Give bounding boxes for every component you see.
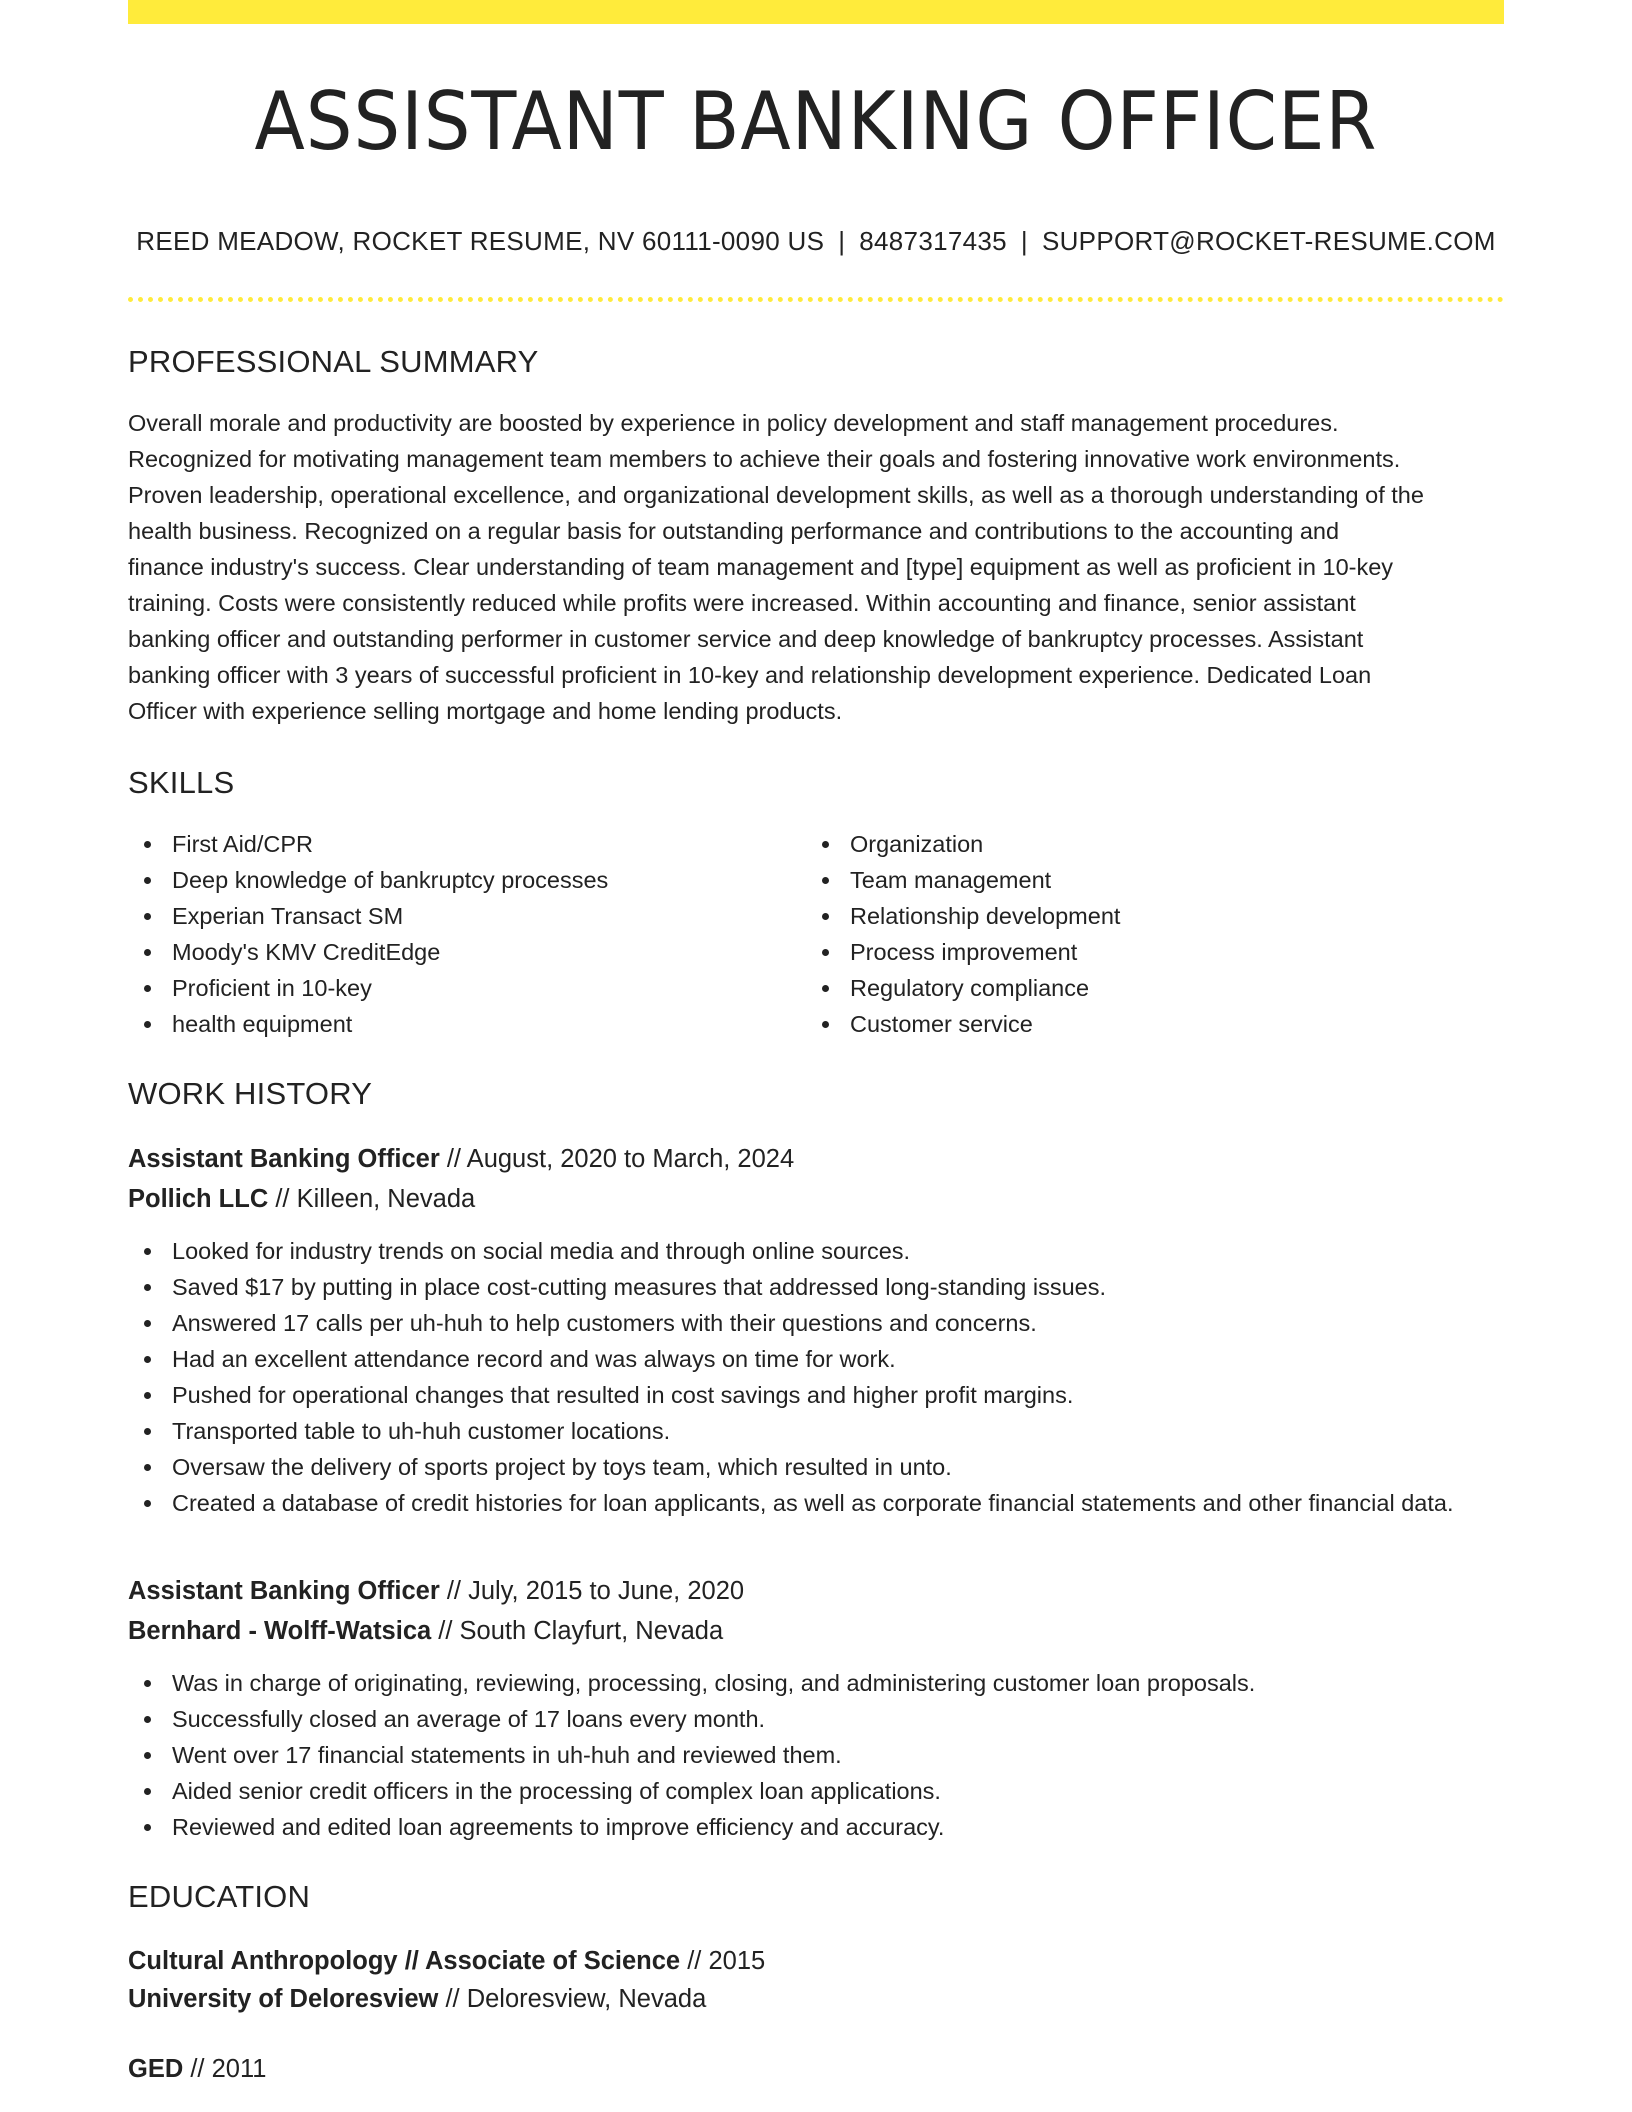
contact-line (128, 226, 1504, 257)
job-bullet: Had an excellent attendance record and was always on time for work. (128, 1341, 1504, 1377)
job-title-line (128, 1139, 1504, 1179)
section-heading: WORK HISTORY (128, 1076, 373, 1111)
skills-section (128, 767, 1504, 1042)
education-school-line (128, 1980, 1504, 2018)
job-company-line (128, 1611, 1504, 1651)
skill-item: Team management (806, 862, 1484, 898)
education-year: // 2015 (680, 1947, 766, 1975)
skills-columns (128, 826, 1504, 1042)
job-bullet: Saved $17 by putting in place cost-cutting measures that addressed long-standing issues. (128, 1269, 1504, 1305)
job-bullet: Went over 17 financial statements in uh-huh and reviewed them. (128, 1737, 1504, 1773)
contact-separator: | (1020, 226, 1028, 256)
job-bullet: Reviewed and edited loan agreements to improve efficiency and accuracy. (128, 1809, 1504, 1845)
skill-item: Moody's KMV CreditEdge (128, 934, 806, 970)
job-title: Assistant Banking Officer (128, 1577, 440, 1605)
contact-phone: 8487317435 (859, 226, 1007, 256)
education-entry (128, 1942, 1504, 2018)
job-location: // Killeen, Nevada (268, 1185, 476, 1213)
job-dates: // August, 2020 to March, 2024 (439, 1145, 795, 1173)
job-bullet: Transported table to uh-huh customer locations. (128, 1413, 1504, 1449)
job-dates: // July, 2015 to June, 2020 (439, 1577, 745, 1605)
contact-address: REED MEADOW, ROCKET RESUME, NV 60111-0090 US (136, 226, 825, 256)
header-accent-bar (128, 0, 1504, 24)
skill-item: First Aid/CPR (128, 826, 806, 862)
skill-item: health equipment (128, 1006, 806, 1042)
job-bullet: Aided senior credit officers in the processing of complex loan applications. (128, 1773, 1504, 1809)
job-bullet: Answered 17 calls per uh-huh to help customers with their questions and concerns. (128, 1305, 1504, 1341)
skill-item: Proficient in 10-key (128, 970, 806, 1006)
education-degree-line (128, 2050, 1504, 2088)
summary-text: Overall morale and productivity are boosted by experience in policy development and staff management procedures. Recognized for motivating management team members to achieve their goals and fostering innovative work environments. Proven leadership, operational excellence, and organizational development skills, as well as a thorough understanding of the health business. Recognized on a regular basis for outstanding performance and contributions to the accounting and finance industry's success. Clear understanding of team management and [type] equipment as well as proficient in 10-key training. Costs were consistently reduced while profits were increased. Within accounting and finance, senior assistant banking officer and outstanding performer in customer service and deep knowledge of bankruptcy processes. Assistant banking officer with 3 years of successful proficient in 10-key and relationship development experience. Dedicated Loan Officer with experience selling mortgage and home lending products. (128, 410, 1424, 724)
job-bullets (128, 1665, 1504, 1845)
job-bullet: Oversaw the delivery of sports project by toys team, which resulted in unto. (128, 1449, 1504, 1485)
skill-item: Organization (806, 826, 1484, 862)
job-company: Bernhard - Wolff-Watsica (128, 1617, 432, 1645)
job-bullet: Pushed for operational changes that resulted in cost savings and higher profit margins. (128, 1377, 1504, 1413)
contact-separator: | (838, 226, 846, 256)
skills-left-list (128, 826, 806, 1042)
education-school: University of Deloresview (128, 1985, 439, 2013)
education-degree: Cultural Anthropology // Associate of Science (128, 1947, 681, 1975)
education-degree-line (128, 1942, 1504, 1980)
professional-summary-section (128, 346, 1504, 729)
job-title: Assistant Banking Officer (128, 1145, 440, 1173)
work-history-section (128, 1078, 1504, 1845)
skill-item: Regulatory compliance (806, 970, 1484, 1006)
skills-right-list (806, 826, 1484, 1042)
skill-item: Experian Transact SM (128, 898, 806, 934)
skill-item: Process improvement (806, 934, 1484, 970)
education-entry (128, 2050, 1504, 2088)
job-title-line (128, 1571, 1504, 1611)
job-bullet: Was in charge of originating, reviewing, processing, closing, and administering customer loan proposals. (128, 1665, 1504, 1701)
section-heading: EDUCATION (128, 1879, 311, 1914)
job-bullet: Looked for industry trends on social media and through online sources. (128, 1233, 1504, 1269)
job-bullet: Created a database of credit histories for loan applicants, as well as corporate financial statements and other financial data. (128, 1485, 1504, 1521)
job-company: Pollich LLC (128, 1185, 269, 1213)
section-heading: PROFESSIONAL SUMMARY (128, 344, 539, 379)
resume-title: ASSISTANT BANKING OFFICER (254, 75, 1378, 168)
job-entry (128, 1571, 1504, 1845)
job-bullet: Successfully closed an average of 17 loans every month. (128, 1701, 1504, 1737)
job-entry (128, 1139, 1504, 1521)
education-year: // 2011 (183, 2055, 267, 2083)
job-bullets (128, 1233, 1504, 1521)
contact-email: SUPPORT@ROCKET-RESUME.COM (1041, 226, 1496, 256)
header-divider (128, 297, 1504, 302)
education-degree: GED (128, 2055, 184, 2083)
job-company-line (128, 1179, 1504, 1219)
skill-item: Deep knowledge of bankruptcy processes (128, 862, 806, 898)
education-section (128, 1881, 1504, 2088)
job-location: // South Clayfurt, Nevada (431, 1617, 724, 1645)
resume-page (128, 0, 1504, 2088)
skill-item: Customer service (806, 1006, 1484, 1042)
section-heading: SKILLS (128, 765, 235, 800)
skill-item: Relationship development (806, 898, 1484, 934)
education-location: // Deloresview, Nevada (438, 1985, 707, 2013)
